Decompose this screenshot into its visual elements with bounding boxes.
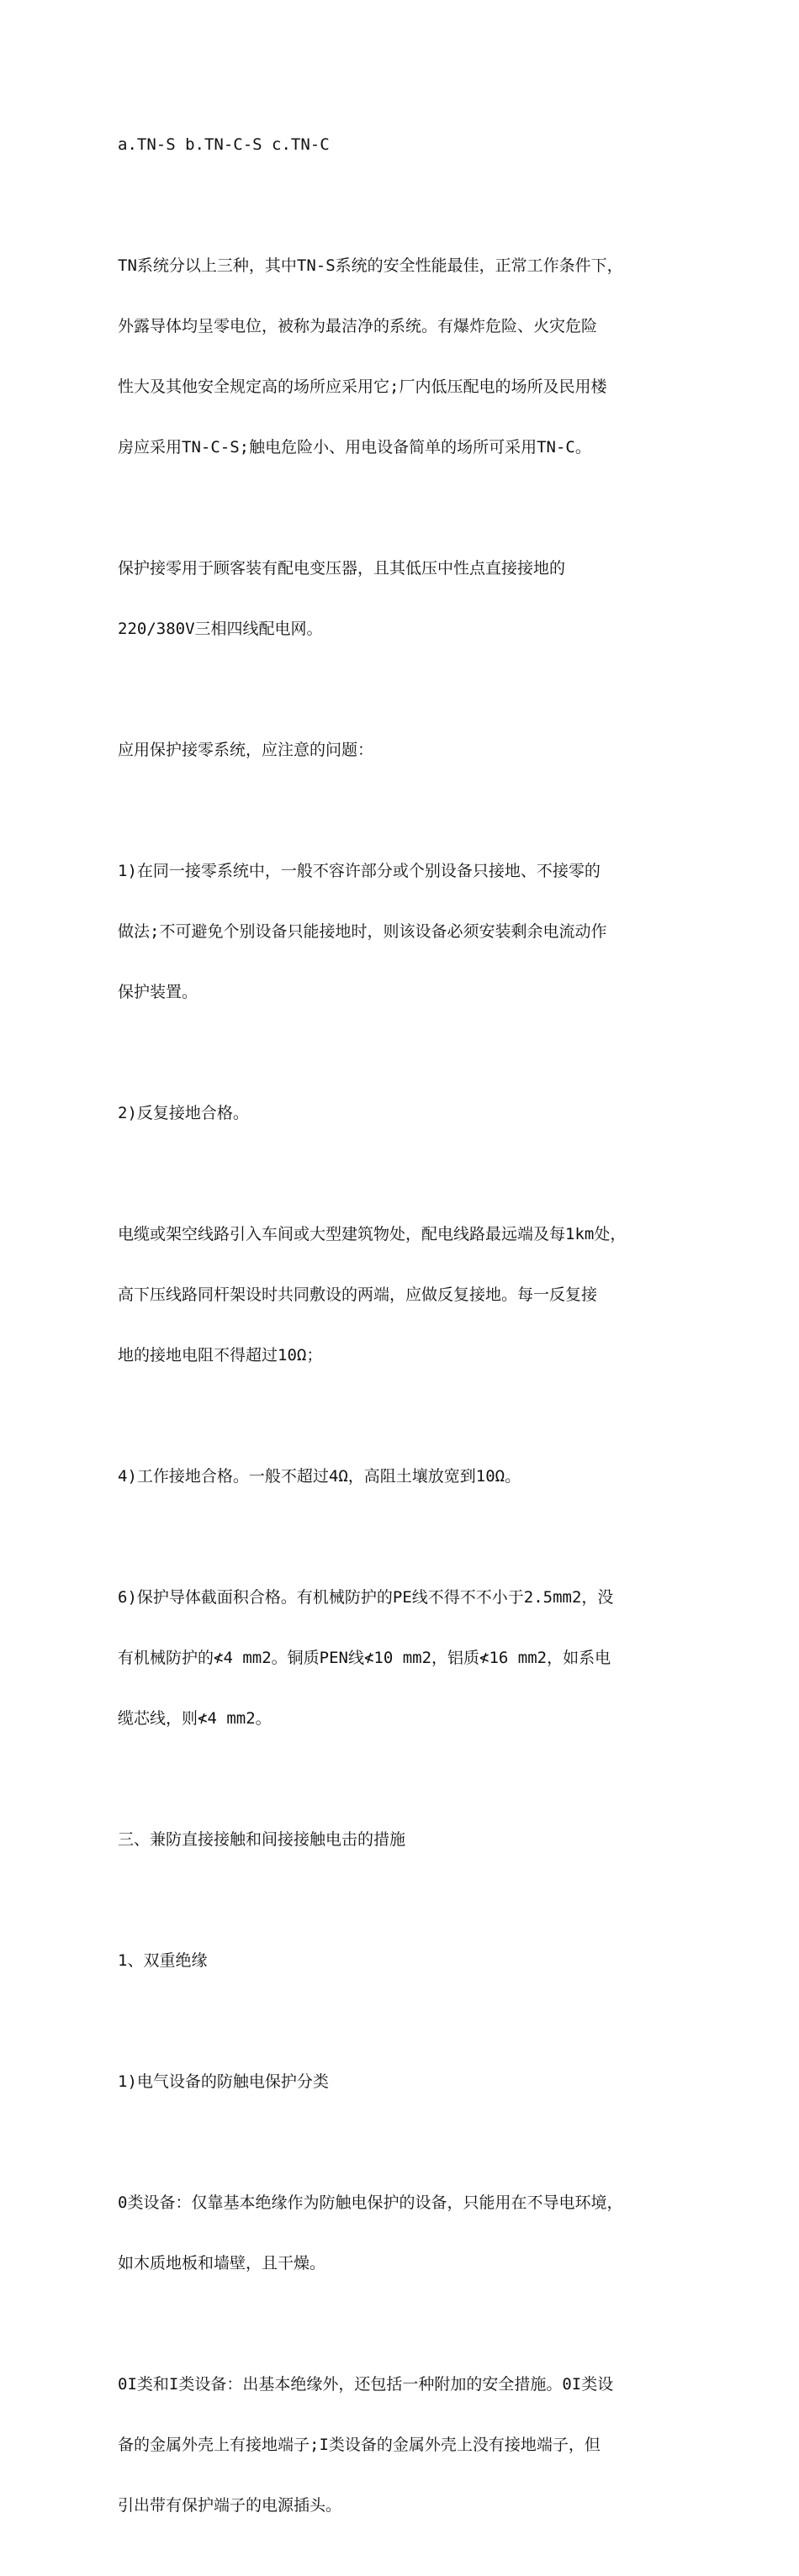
- text-line: 4)工作接地合格。一般不超过4Ω，高阻土壤放宽到10Ω。: [118, 1467, 521, 1486]
- paragraph: [118, 2152, 706, 2314]
- text-line: 2)反复接地合格。: [118, 1104, 249, 1122]
- subsection-heading: [118, 1910, 706, 2011]
- text-line: 缆芯线，则≮4 mm2。: [118, 1709, 272, 1728]
- paragraph: [118, 821, 706, 1043]
- text-line: TN系统分以上三种，其中TN-S系统的安全性能最佳，正常工作条件下，: [118, 256, 623, 275]
- paragraph: [118, 699, 706, 800]
- text-line: 0类设备：仅靠基本绝缘作为防触电保护的设备，只能用在不导电环境，: [118, 2193, 623, 2212]
- text-line: 做法;不可避免个别设备只能接地时，则该设备必须安装剩余电流动作: [118, 922, 607, 941]
- text-line: 1)电气设备的防触电保护分类: [118, 2072, 329, 2091]
- paragraph: [118, 1426, 706, 1527]
- text-line: 房应采用TN-C-S;触电危险小、用电设备简单的场所可采用TN-C。: [118, 438, 591, 457]
- paragraph: [118, 215, 706, 498]
- paragraph: [118, 1063, 706, 1164]
- text-line: 保护接零用于顾客装有配电变压器，且其低压中性点直接接地的: [118, 559, 566, 578]
- text-line: 应用保护接零系统，应注意的问题：: [118, 741, 374, 759]
- text-line: 性大及其他安全规定高的场所应采用它;厂内低压配电的场所及民用楼: [118, 377, 607, 396]
- text-line: 6)保护导体截面积合格。有机械防护的PE线不得不不小于2.5mm2，没: [118, 1588, 614, 1607]
- section-heading: [118, 1789, 706, 1890]
- paragraph: [118, 518, 706, 679]
- text-line: 引出带有保护端子的电源插头。: [118, 2496, 342, 2515]
- text-line: 220/380V三相四线配电网。: [118, 620, 323, 638]
- paragraph: [118, 94, 706, 195]
- paragraph: [118, 2031, 706, 2132]
- text-line: 高下压线路同杆架设时共同敷设的两端，应做反复接地。每一反复接: [118, 1285, 598, 1304]
- text-line: 1)在同一接零系统中，一般不容许部分或个别设备只接地、不接零的: [118, 862, 601, 880]
- text-line: 如木质地板和墙壁，且干燥。: [118, 2254, 326, 2272]
- document-body: [118, 94, 706, 2576]
- paragraph: [118, 1184, 706, 1406]
- text-line: 有机械防护的≮4 mm2。铜质PEN线≮10 mm2，铝质≮16 mm2，如系电: [118, 1649, 611, 1667]
- text-line: 1、双重绝缘: [118, 1951, 208, 1970]
- text-line: a.TN-S b.TN-C-S c.TN-C: [118, 135, 330, 154]
- text-line: 外露导体均呈零电位，被称为最洁净的系统。有爆炸危险、火灾危险: [118, 317, 598, 335]
- paragraph: [118, 2334, 706, 2556]
- text-line: 备的金属外壳上有接地端子;I类设备的金属外壳上没有接地端子，但: [118, 2436, 601, 2454]
- text-line: 地的接地电阻不得超过10Ω；: [118, 1346, 323, 1365]
- paragraph: [118, 1547, 706, 1769]
- text-line: 0I类和I类设备：出基本绝缘外，还包括一种附加的安全措施。0I类设: [118, 2375, 614, 2394]
- text-line: 电缆或架空线路引入车间或大型建筑物处，配电线路最远端及每1km处，: [118, 1225, 627, 1243]
- text-line: 三、兼防直接接触和间接接触电击的措施: [118, 1830, 406, 1849]
- text-line: 保护装置。: [118, 983, 198, 1001]
